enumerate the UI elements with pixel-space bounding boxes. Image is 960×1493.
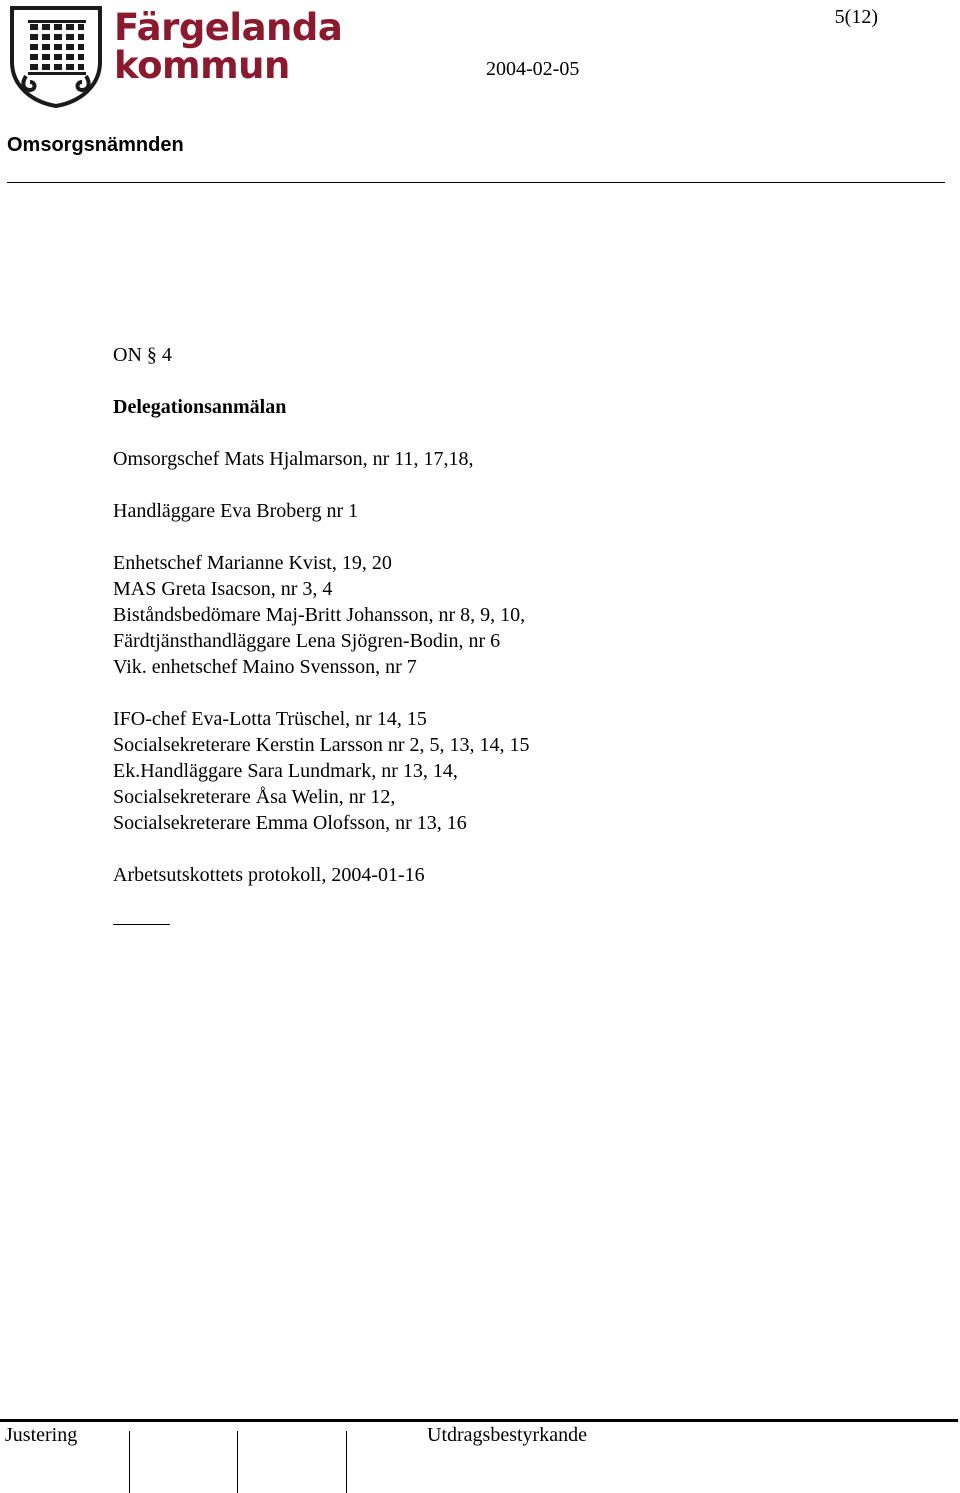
delegation-group [113,550,913,680]
delegation-line: Handläggare Eva Broberg nr 1 [113,500,359,522]
section-label: ON § 4 [113,344,172,366]
logo-wordmark-line2: kommun [114,44,290,87]
footer-divider [0,1419,958,1422]
delegation-line: Omsorgschef Mats Hjalmarson, nr 11, 17,18, [113,448,474,470]
delegation-line: MAS Greta Isacson, nr 3, 4 [113,578,333,600]
delegation-line: Färdtjänsthandläggare Lena Sjögren-Bodin, nr 6 [113,630,501,652]
municipality-logo [6,4,343,108]
delegation-group [113,498,913,524]
delegation-line: Socialsekreterare Kerstin Larsson nr 2, 5, 13, 14, 15 [113,734,530,756]
justering-label: Justering [5,1424,78,1446]
delegation-line: Socialsekreterare Åsa Welin, nr 12, [113,786,396,808]
delegation-group [113,706,913,836]
signature-field-divider [237,1431,238,1493]
document-date: 2004-02-05 [486,58,580,80]
document-body [113,342,913,925]
signature-field-divider [129,1431,130,1493]
header-divider [7,182,945,183]
signature-field-divider [346,1431,347,1493]
delegation-line: Vik. enhetschef Maino Svensson, nr 7 [113,656,417,678]
committee-name: Omsorgsnämnden [7,134,184,156]
logo-wordmark-line1: Färgelanda [114,6,343,49]
delegation-line: Enhetschef Marianne Kvist, 19, 20 [113,552,392,574]
delegation-line: Ek.Handläggare Sara Lundmark, nr 13, 14, [113,760,458,782]
coat-of-arms-icon [6,4,106,108]
section-end-rule [113,924,170,925]
delegation-line: Socialsekreterare Emma Olofsson, nr 13, 16 [113,812,467,834]
protocol-reference: Arbetsutskottets protokoll, 2004-01-16 [113,864,425,886]
utdragsbestyrkande-label: Utdragsbestyrkande [427,1424,587,1446]
delegation-line: IFO-chef Eva-Lotta Trüschel, nr 14, 15 [113,708,427,730]
section-heading: Delegationsanmälan [113,396,287,418]
delegation-group [113,446,913,472]
delegation-line: Biståndsbedömare Maj-Britt Johansson, nr 8, 9, 10, [113,604,526,626]
page-number: 5(12) [834,6,878,28]
